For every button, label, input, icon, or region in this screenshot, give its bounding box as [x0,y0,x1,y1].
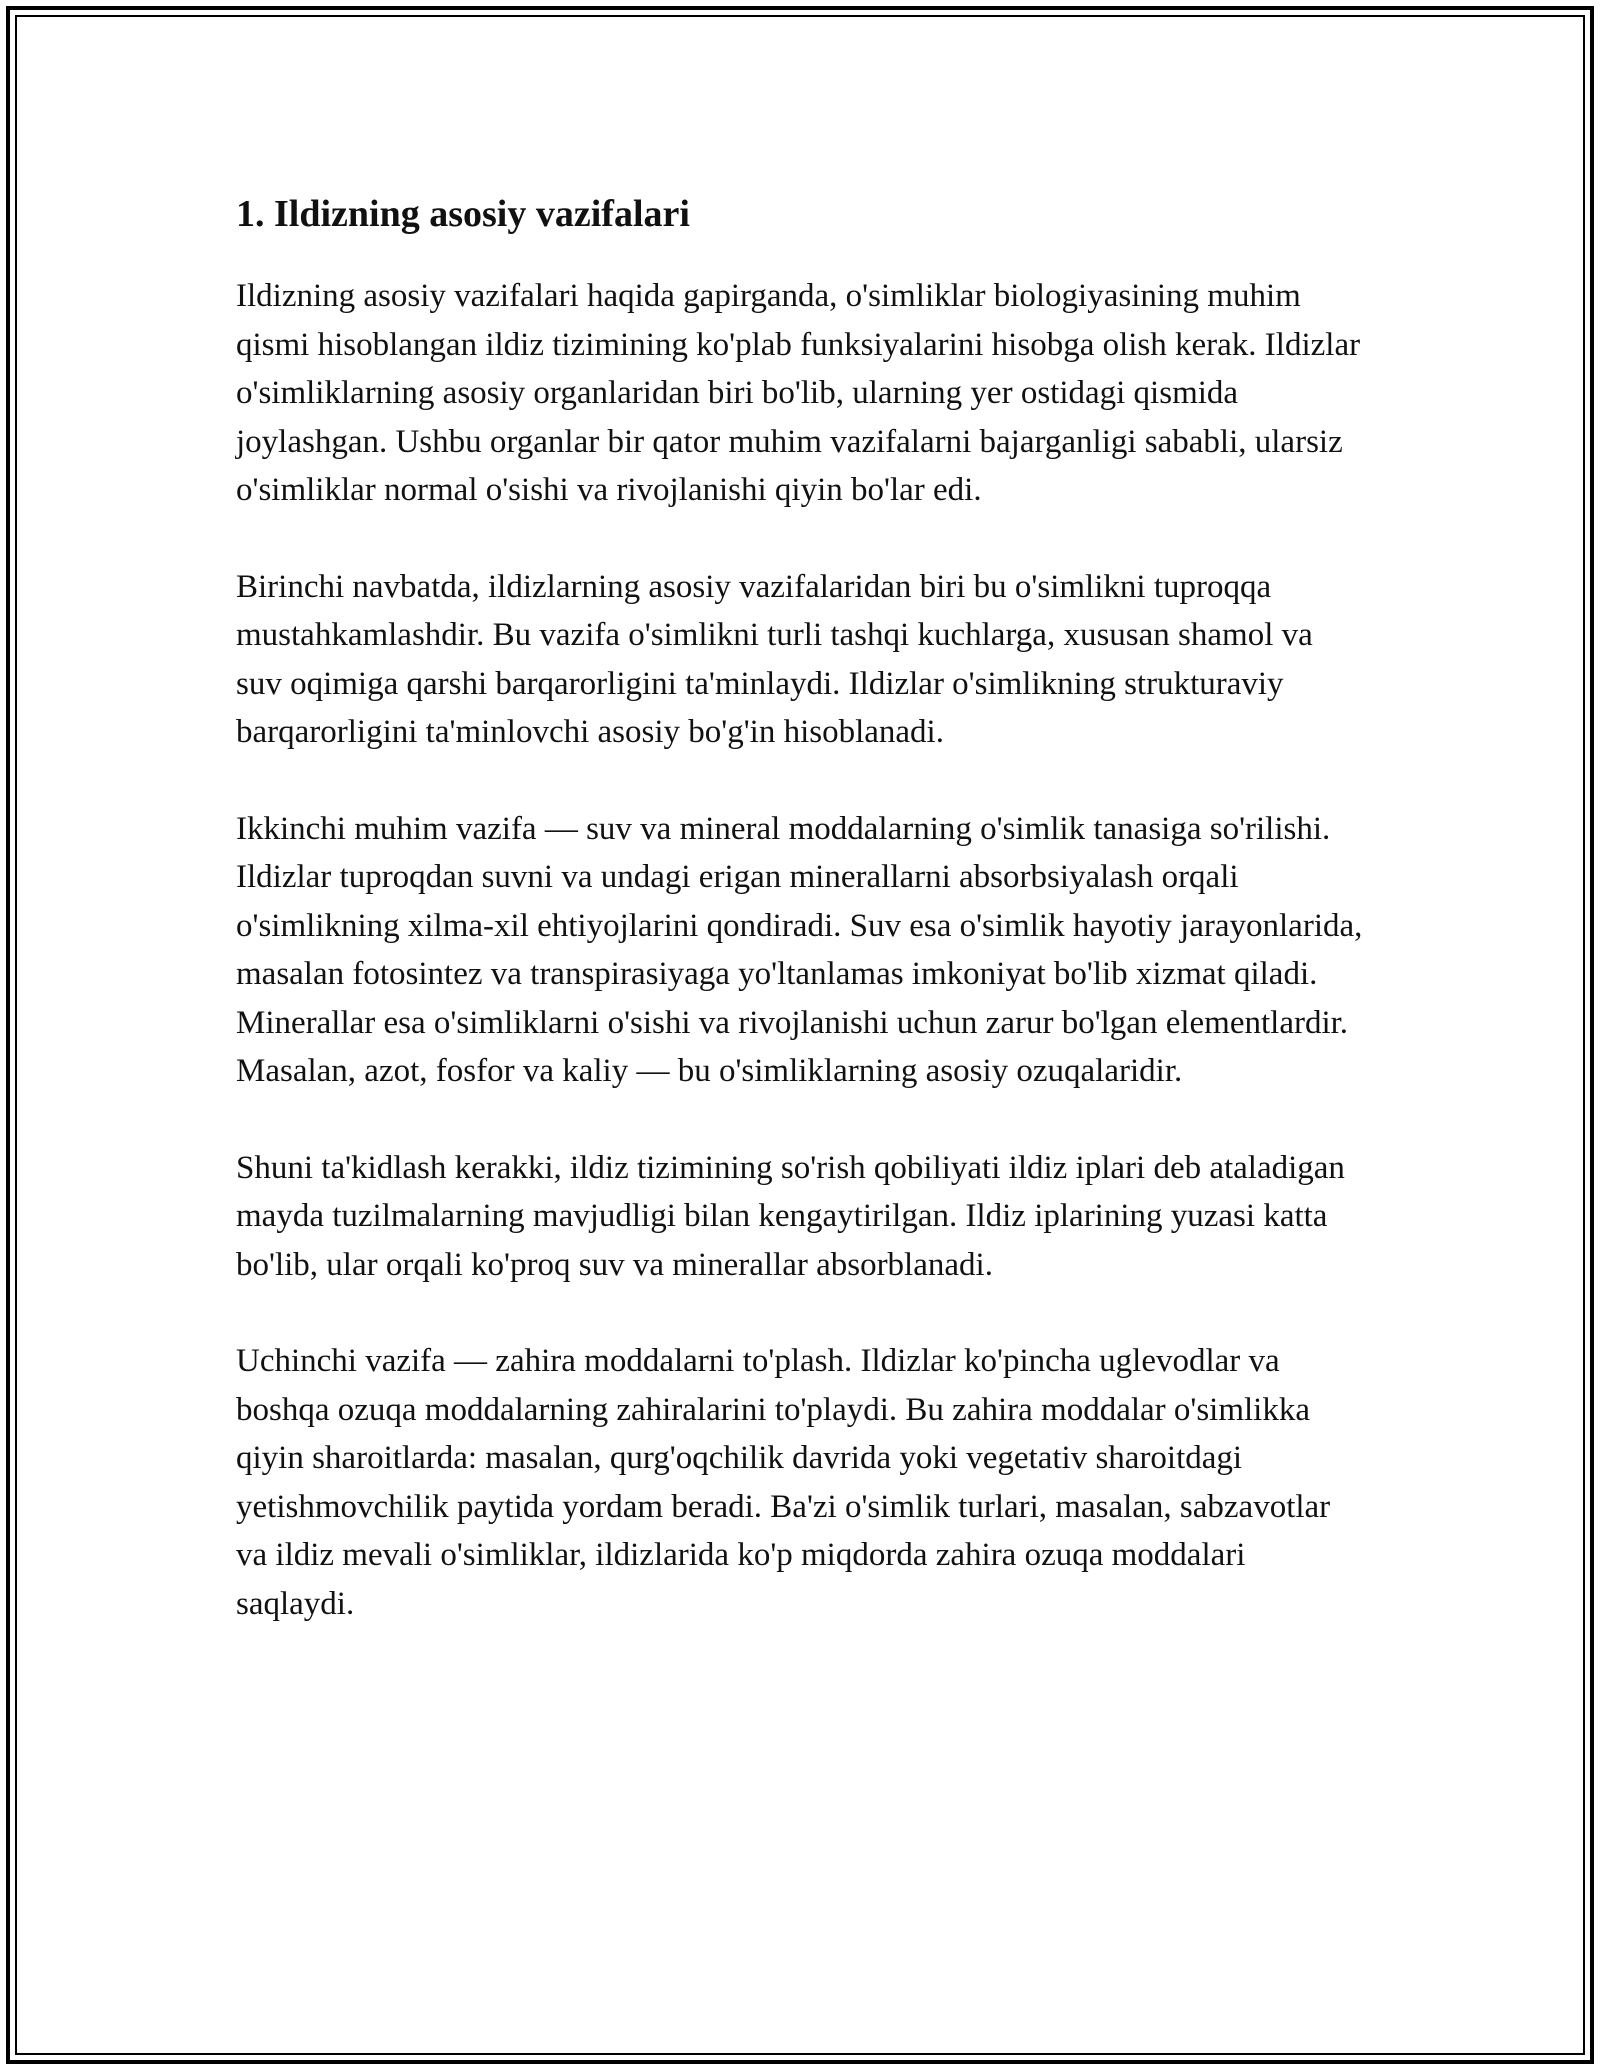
paragraph-anchoring: Birinchi navbatda, ildizlarning asosiy vazifalaridan biri bu o'simlikni tuproqqa mustahkamlashdir. Bu vazifa o'simlikni turli tashqi kuchlarga, xususan shamol va suv oqimiga qarshi barqarorligini ta'minlaydi. Ildizlar o'simlikning strukturaviy barqarorligini ta'minlovchi asosiy bo'g'in hisoblanadi. [236,568,1313,750]
paragraph-absorption: Ikkinchi muhim vazifa — suv va mineral moddalarning o'simlik tanasiga so'rilishi. Ildizlar tuproqdan suvni va undagi erigan minerallarni absorbsiyalash orqali o'simlikning xilma-xil ehtiyojlarini qondiradi. Suv esa o'simlik hayotiy jarayonlarida, masalan fotosintez va transpirasiyaga yo'ltanlamas imkoniyat bo'lib xizmat qiladi. Minerallar esa o'simliklarni o'sishi va rivojlanishi uchun zarur bo'lgan elementlardir. Masalan, azot, fosfor va kaliy — bu o'simliklarning asosiy ozuqalaridir. [236,810,1363,1089]
paragraph-intro: Ildizning asosiy vazifalari haqida gapirganda, o'simliklar biologiyasining muhim qismi hisoblangan ildiz tizimining ko'plab funksiyalarini hisobga olish kerak. Ildizlar o'simliklarning asosiy organlaridan biri bo'lib, ularning yer ostidagi qismida joylashgan. Ushbu organlar bir qator muhim vazifalarni bajarganligi sababli, ularsiz o'simliklar normal o'sishi va rivojlanishi qiyin bo'lar edi. [236,278,1361,508]
paragraph-storage: Uchinchi vazifa — zahira moddalarni to'plash. Ildizlar ko'pincha uglevodlar va boshqa ozuqa moddalarning zahiralarini to'playdi. Bu zahira moddalar o'simlikka qiyin sharoitlarda: masalan, qurg'oqchilik davrida yoki vegetativ sharoitdagi yetishmovchilik paytida yordam beradi. Ba'zi o'simlik turlari, masalan, sabzavotlar va ildiz mevali o'simliklar, ildizlarida ko'p miqdorda zahira ozuqa moddalari saqlaydi. [236,1343,1331,1622]
document-body [236,186,1366,1676]
paragraph-root-hairs: Shuni ta'kidlash kerakki, ildiz tizimining so'rish qobiliyati ildiz iplari deb ataladigan mayda tuzilmalarning mavjudligi bilan kengaytirilgan. Ildiz iplarining yuzasi katta bo'lib, ular orqali ko'proq suv va minerallar absorblanadi. [236,1149,1345,1283]
section-heading: 1. Ildizning asosiy vazifalari [236,193,690,235]
